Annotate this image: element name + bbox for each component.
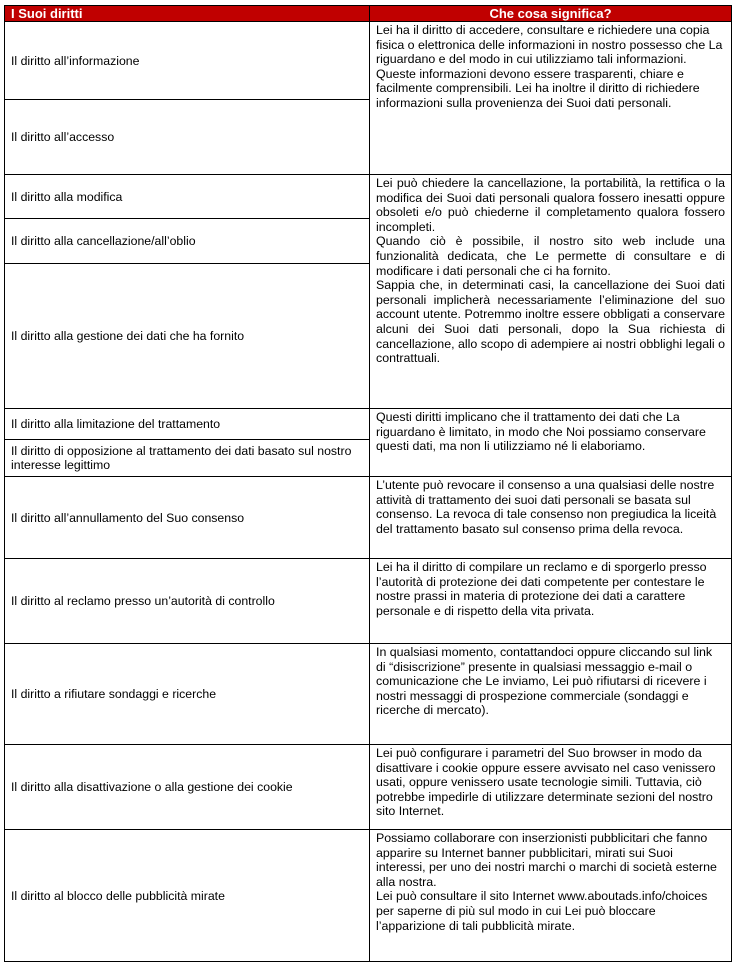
meaning-modify-paragraph: Sappia che, in determinati casi, la cancellazione dei Suoi dati personali implicherà necessariamente l’eliminazione del suo account utente. Potremmo inoltre essere obbligati a conservare alcuni dei Suoi dati personali, dopo la Sua richiesta di cancellazione, allo scopo di adempiere ai nostri obblighi legali o contrattuali. xyxy=(376,278,725,366)
right-cookie: Il diritto alla disattivazione o alla gestione dei cookie xyxy=(5,745,370,830)
meaning-ads-paragraph: Lei può consultare il sito Internet www.aboutads.info/choices per saperne di più sul modo in cui Lei può bloccare l’apparizione di tali pubblicità mirate. xyxy=(376,889,708,933)
right-pubblicita: Il diritto al blocco delle pubblicità mirate xyxy=(5,830,370,962)
right-limitazione: Il diritto alla limitazione del trattamento xyxy=(5,409,370,440)
right-reclamo: Il diritto al reclamo presso un’autorità di controllo xyxy=(5,559,370,644)
right-gestione: Il diritto alla gestione dei dati che ha fornito xyxy=(5,264,370,409)
right-informazione: Il diritto all’informazione xyxy=(5,22,370,100)
meaning-limit: Questi diritti implicano che il trattamento dei dati che La riguardano è limitato, in modo che Noi possiamo conservare questi dati, ma non li utilizziamo né li elaboriamo. xyxy=(370,409,732,477)
table-row xyxy=(5,745,732,830)
rights-table xyxy=(4,5,732,962)
meaning-cookies: Lei può configurare i parametri del Suo browser in modo da disattivare i cookie oppure essere avvisato nel caso venissero usati, oppure venissero usate tecnologie simili. Tuttavia, ciò potrebbe impedirle di utilizzare determinate sezioni del nostro sito Internet. xyxy=(370,745,732,830)
meaning-complaint: Lei ha il diritto di compilare un reclamo e di sporgerlo presso l’autorità di protezione dei dati competente per contestare le nostre prassi in materia di protezione dei dati a carattere personale e di rispetto della vita privata. xyxy=(370,559,732,644)
right-sondaggi: Il diritto a rifiutare sondaggi e ricerche xyxy=(5,644,370,745)
right-opposizione: Il diritto di opposizione al trattamento dei dati basato sul nostro interesse legittimo xyxy=(5,440,370,477)
table-row xyxy=(5,409,732,440)
table-row xyxy=(5,477,732,559)
meaning-surveys: In qualsiasi momento, contattandoci oppure cliccando sul link di “disiscrizione” presente in qualsiasi messaggio e-mail o comunicazione che Le inviamo, Lei può rifiutarsi di ricevere i nostri messaggi di prospezione commerciale (sondaggi e ricerche di mercato). xyxy=(370,644,732,745)
meaning-modify-paragraph: Quando ciò è possibile, il nostro sito web include una funzionalità dedicata, che Le permette di consultare e di modificare i dati personali che ci ha fornito. xyxy=(376,234,725,278)
table-row xyxy=(5,830,732,962)
right-cancellazione: Il diritto alla cancellazione/all’oblio xyxy=(5,219,370,264)
meaning-consent: L’utente può revocare il consenso a una qualsiasi delle nostre attività di trattamento dei suoi dati personali se basata sul consenso. La revoca di tale consenso non pregiudica la liceità del trattamento basato sul consenso prima della revoca. xyxy=(370,477,732,559)
right-accesso: Il diritto all’accesso xyxy=(5,100,370,175)
table-row xyxy=(5,644,732,745)
table-header-row xyxy=(5,6,732,22)
right-annullamento: Il diritto all’annullamento del Suo consenso xyxy=(5,477,370,559)
meaning-ads xyxy=(370,830,732,962)
right-modifica: Il diritto alla modifica xyxy=(5,175,370,219)
header-meaning: Che cosa significa? xyxy=(370,6,732,22)
meaning-ads-paragraph: Possiamo collaborare con inserzionisti pubblicitari che fanno apparire su Internet banner pubblicitari, mirati sui Suoi interessi, per uno dei nostri marchi o marchi di società esterne alla nostra. xyxy=(376,831,717,889)
header-rights: I Suoi diritti xyxy=(5,6,370,22)
table-row xyxy=(5,559,732,644)
table-row xyxy=(5,22,732,100)
table-row xyxy=(5,175,732,219)
meaning-info-access: Lei ha il diritto di accedere, consultare e richiedere una copia fisica o elettronica delle informazioni in nostro possesso che La riguardano e del modo in cui utilizziamo tali informazioni. Queste informazioni devono essere trasparenti, chiare e facilmente comprensibili. Lei ha inoltre il diritto di richiedere informazioni sulla provenienza dei Suoi dati personali. xyxy=(370,22,732,175)
meaning-modify-paragraph: Lei può chiedere la cancellazione, la portabilità, la rettifica o la modifica dei Suoi dati personali qualora fossero inesatti oppure obsoleti e/o può chiederne il completamento qualora fossero incompleti. xyxy=(376,176,725,234)
meaning-modify xyxy=(370,175,732,409)
